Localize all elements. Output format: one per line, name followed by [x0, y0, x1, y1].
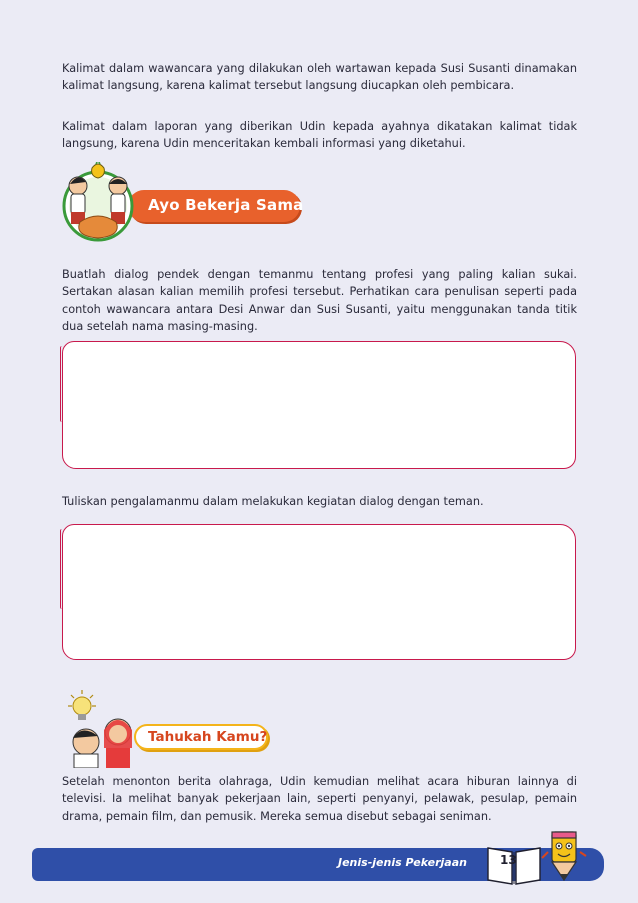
tahukah-kamu-label: Tahukah Kamu?: [148, 729, 268, 745]
footer-chapter-title: Jenis-jenis Pekerjaan: [338, 856, 467, 869]
ayo-bekerja-sama-label: Ayo Bekerja Sama: [148, 196, 304, 214]
answer-box-dialog[interactable]: [62, 341, 576, 469]
ayo-bekerja-sama-pill: [128, 190, 304, 222]
intro-paragraph-indirect-speech: Kalimat dalam laporan yang diberikan Udin kepada ayahnya dikatakan kalimat tidak langsung, karena Udin menceritakan kembali informasi yang diketahui.: [62, 120, 577, 151]
instruction-paragraph-dialog: Buatlah dialog pendek dengan temanmu tentang profesi yang paling kalian sukai. Sertakan alasan kalian memilih profesi tersebut. Perhatikan cara penulisan seperti pada contoh wawancara antara Desi Anwar dan Susi Susanti, yaitu menggunakan tanda titik dua setelah nama masing-masing.: [62, 268, 577, 334]
kids-working-together-illustration: [62, 162, 138, 246]
page-number: 13: [500, 853, 517, 867]
answer-box-experience[interactable]: [62, 524, 576, 660]
lightbulb-kids-illustration: [62, 686, 142, 768]
pencil-mascot-icon: [540, 830, 588, 886]
tahukah-kamu-heading: [62, 686, 282, 768]
instruction-paragraph-experience: Tuliskan pengalamanmu dalam melakukan kegiatan dialog dengan teman.: [62, 495, 484, 508]
tahukah-kamu-pill: [134, 724, 268, 750]
ayo-bekerja-sama-heading: [62, 162, 312, 246]
info-paragraph-seniman: Setelah menonton berita olahraga, Udin kemudian melihat acara hiburan lainnya di televisi. Ia melihat banyak pekerjaan lain, seperti penyanyi, pelawak, pesulap, pemain drama, pemain film, dan pemusik. Mereka semua disebut sebagai seniman.: [62, 775, 577, 823]
intro-paragraph-direct-speech: Kalimat dalam wawancara yang dilakukan oleh wartawan kepada Susi Susanti dinamakan kalimat langsung, karena kalimat tersebut langsung diucapkan oleh pembicara.: [62, 62, 577, 93]
